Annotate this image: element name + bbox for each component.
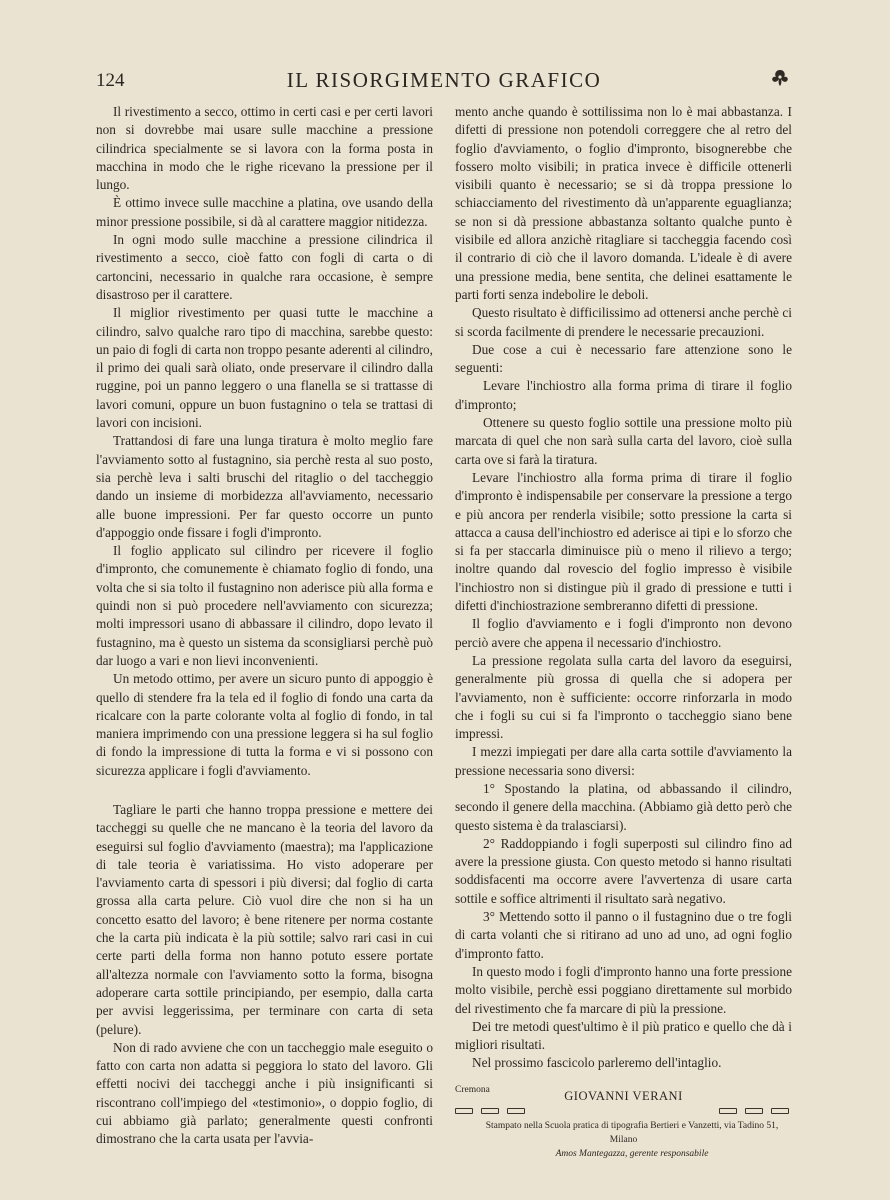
section-gap bbox=[96, 780, 433, 801]
signature-city: Cremona bbox=[455, 1084, 490, 1095]
paragraph: Un metodo ottimo, per avere un sicuro punto di appoggio è quello di stendere fra la tela ed il foglio di fondo una carta da ricalcare con la parte colorante volta al foglio di fondo, in tal maniera imprimendo con una pressione leggera si ha sul foglio di fondo la impressione di tutta la forma e vi si possono con sicurezza applicare i fogli d'avviamento. bbox=[96, 671, 433, 778]
rule-ornament bbox=[481, 1108, 499, 1114]
numbered-item: 3° Mettendo sotto il panno o il fustagnino due o tre fogli di carta volanti che si ritirano ad uno ad uno, ad ogni foglio d'impronto fatto. bbox=[455, 909, 792, 961]
paragraph: mento anche quando è sottilissima non lo è mai abbastanza. I difetti di pressione non potendoli correggere che al retro del foglio d'avviamento, o foglio d'impronto, bisognerebbe che fossero molto visibili; in pratica invece è difficile ottenerli visibili quanto è necessario; se si dà troppa pressione lo schiacciamento del rivestimento dà un'apparente eguaglianza; se non si dà pressione abbastanza soltanto qualche punto è visibile ed allora anzichè ritagliare si taccheggia facendo così il contrario di ciò che il lavoro domanda. L'ideale è di avere una pressione media, bene sentita, che delinei esattamente le parti forti senza indebolire le deboli. bbox=[455, 104, 792, 302]
paragraph: Tagliare le parti che hanno troppa pressione e mettere dei taccheggi su quelle che ne mancano è la teoria del lavoro da eseguirsi sul foglio d'avviamento (maestra); ma l'applicazione di tale teoria è variatissima. Ho visto adoperare per l'avviamento carta di spessori i più diversi; dal foglio di carta grossa alla carta pelure. Ciò vuol dire che non si ha un concetto esatto del lavoro; è bene ritenere per norma costante che la carta più indicata è la più sottile; salvo rari casi in cui certe parti della forma non hanno potuto essere portate all'altezza normale con l'avviamento sotto la forma, bisogna adoperare carta sottile principiando, per esempio, dalla carta per avvisi leggerissima, per terminare con carta di seta (pelure). bbox=[96, 801, 433, 1037]
rule-ornament bbox=[771, 1108, 789, 1114]
paragraph: Questo risultato è difficilissimo ad ottenersi anche perchè ci si scorda facilmente di prendere le necessarie precauzioni. bbox=[455, 305, 792, 339]
paragraph: Non di rado avviene che con un taccheggio male eseguito o fatto con carta non adatta si peggiora lo stato del lavoro. Gli effetti nocivi dei taccheggi anche i più insignificanti si riscontrano coll'impiego del «testimonio», o doppio foglio, di cui abbiamo già parlato; generalmente questi confronti dimostrano che la carta usata per l'avvia- bbox=[96, 1039, 433, 1147]
paragraph: Il rivestimento a secco, ottimo in certi casi e per certi lavori non si dovrebbe mai usare sulle macchine a pressione cilindrica specialmente se si lavora con la forma posta in macchina in modo che le righe ricevano la pressione per il lungo. bbox=[96, 104, 433, 193]
rule-ornament bbox=[455, 1108, 473, 1114]
rule-ornament bbox=[745, 1108, 763, 1114]
paragraph: Nel prossimo fascicolo parleremo dell'intaglio. bbox=[472, 1055, 722, 1071]
page-header bbox=[96, 66, 792, 100]
paragraph: Il miglior rivestimento per quasi tutte le macchine a cilindro, salvo qualche raro tipo di macchina, sarebbe questo: un paio di fogli di carta non troppo pesante aderenti al cilindro, il primo dei quali sarà oliato, onde preservare il cilindro dalla ruggine, poi un panno leggero o una flanella se si trattasse di lavori comuni, oppure un buon fustagnino o tela se trattasi di lavori con incisioni. bbox=[96, 305, 433, 431]
paragraph: Levare l'inchiostro alla forma prima di tirare il foglio d'impronto; bbox=[455, 378, 792, 412]
paragraph: Due cose a cui è necessario fare attenzione sono le seguenti: bbox=[455, 341, 792, 376]
paragraph: Levare l'inchiostro alla forma prima di tirare il foglio d'impronto è indispensabile per conservare la pressione a tergo e più ancora per renderla visibile; sotto pressione la carta si attacca a causa dell'inchiostro ed aderisce ai tipi e lo sforzo che si fa per staccarla diminuisce più o meno il rilievo a tergo; inoltre quando dal rovescio del foglio impresso è visibile l'inchiostro non si distingue più il grado di pressione e tutti i difetti d'inchiostrazione sembreranno difetti di pressione. bbox=[455, 469, 792, 614]
printer-credit: Stampato nella Scuola pratica di tipografia Bertieri e Vanzetti, via Tadino 51, Milano bbox=[485, 1120, 779, 1145]
page-number: 124 bbox=[96, 70, 125, 91]
paragraph: La pressione regolata sulla carta del lavoro da eseguirsi, generalmente più grossa di quella che si adopera per l'avviamento, non è sufficiente: occorre rinforzarla in modo che i fogli su cui si fa l'impronto o taccheggio siano bene impressi. bbox=[455, 652, 792, 742]
floral-ornament-icon bbox=[768, 66, 792, 90]
manager-credit: Amos Mantegazza, gerente responsabile bbox=[555, 1148, 709, 1159]
paragraph: Dei tre metodi quest'ultimo è il più pratico e quello che dà i migliori risultati. bbox=[455, 1018, 792, 1053]
paragraph: I mezzi impiegati per dare alla carta sottile d'avviamento la pressione necessaria sono diversi: bbox=[455, 744, 792, 778]
numbered-item: 2° Raddoppiando i fogli superposti sul cilindro fino ad avere la pressione giusta. Con questo metodo si hanno risultati soddisfacenti ma occorre avere l'avvertenza di usare carta sottile e soffice altrimenti il risultato sarà negativo. bbox=[455, 835, 792, 906]
decorative-rules bbox=[455, 1108, 792, 1116]
paragraph: Il foglio d'avviamento e i fogli d'impronto non devono perciò avere che appena il necessario d'inchiostro. bbox=[455, 616, 792, 650]
paragraph: È ottimo invece sulle macchine a platina, ove usando della minor pressione possibile, si dà al carattere maggior nitidezza. bbox=[96, 195, 433, 229]
rule-ornament bbox=[507, 1108, 525, 1114]
paragraph: In ogni modo sulle macchine a pressione cilindrica il rivestimento a secco, cioè fatto con fogli di carta o di cartoncini, necessario in qualche rara occasione, è sempre disastroso per il carattere. bbox=[96, 232, 433, 302]
paragraph: Trattandosi di fare una lunga tiratura è molto meglio fare l'avviamento sotto al fustagnino, sia perchè resta al suo posto, sia perchè leva i salti bruschi del ritaglio o del taccheggio dando un insieme di morbidezza all'avviamento, necessario alle buone impressioni. Per far questo occorre un punto d'appoggio onde fissare i fogli d'impronto. bbox=[96, 433, 433, 540]
signature-block bbox=[455, 1081, 792, 1119]
left-column bbox=[96, 103, 433, 1149]
rule-ornament bbox=[719, 1108, 737, 1114]
paragraph: In questo modo i fogli d'impronto hanno una forte pressione molto visibile, perchè essi poggiano direttamente sul morbido del rivestimento che fa marcare di più la pressione. bbox=[455, 963, 792, 1016]
right-column bbox=[455, 103, 792, 1161]
paragraph: Il foglio applicato sul cilindro per ricevere il foglio d'impronto, che comunemente è chiamato foglio di fondo, una volta che si sia tolto il fustagnino non aderisce più alla forma e quindi non si può procedere nell'avviamento con sicurezza; molti impressori usano di abbassare il cilindro, dopo levato il fustagnino, ma è questo un sistema da sconsigliarsi perchè può dar luogo a vari e non lievi inconvenienti. bbox=[96, 543, 433, 668]
numbered-item: 1° Spostando la platina, od abbassando il cilindro, secondo il genere della macchina. (Abbiamo già detto però che questo sistema è da tralasciarsi). bbox=[455, 780, 792, 833]
paragraph: Ottenere su questo foglio sottile una pressione molto più marcata di quel che non sarà sulla carta del lavoro, cioè sulla carta ove si farà la tiratura. bbox=[455, 415, 792, 467]
signature-author: GIOVANNI VERANI bbox=[564, 1088, 683, 1103]
journal-title: IL RISORGIMENTO GRAFICO bbox=[286, 68, 602, 92]
